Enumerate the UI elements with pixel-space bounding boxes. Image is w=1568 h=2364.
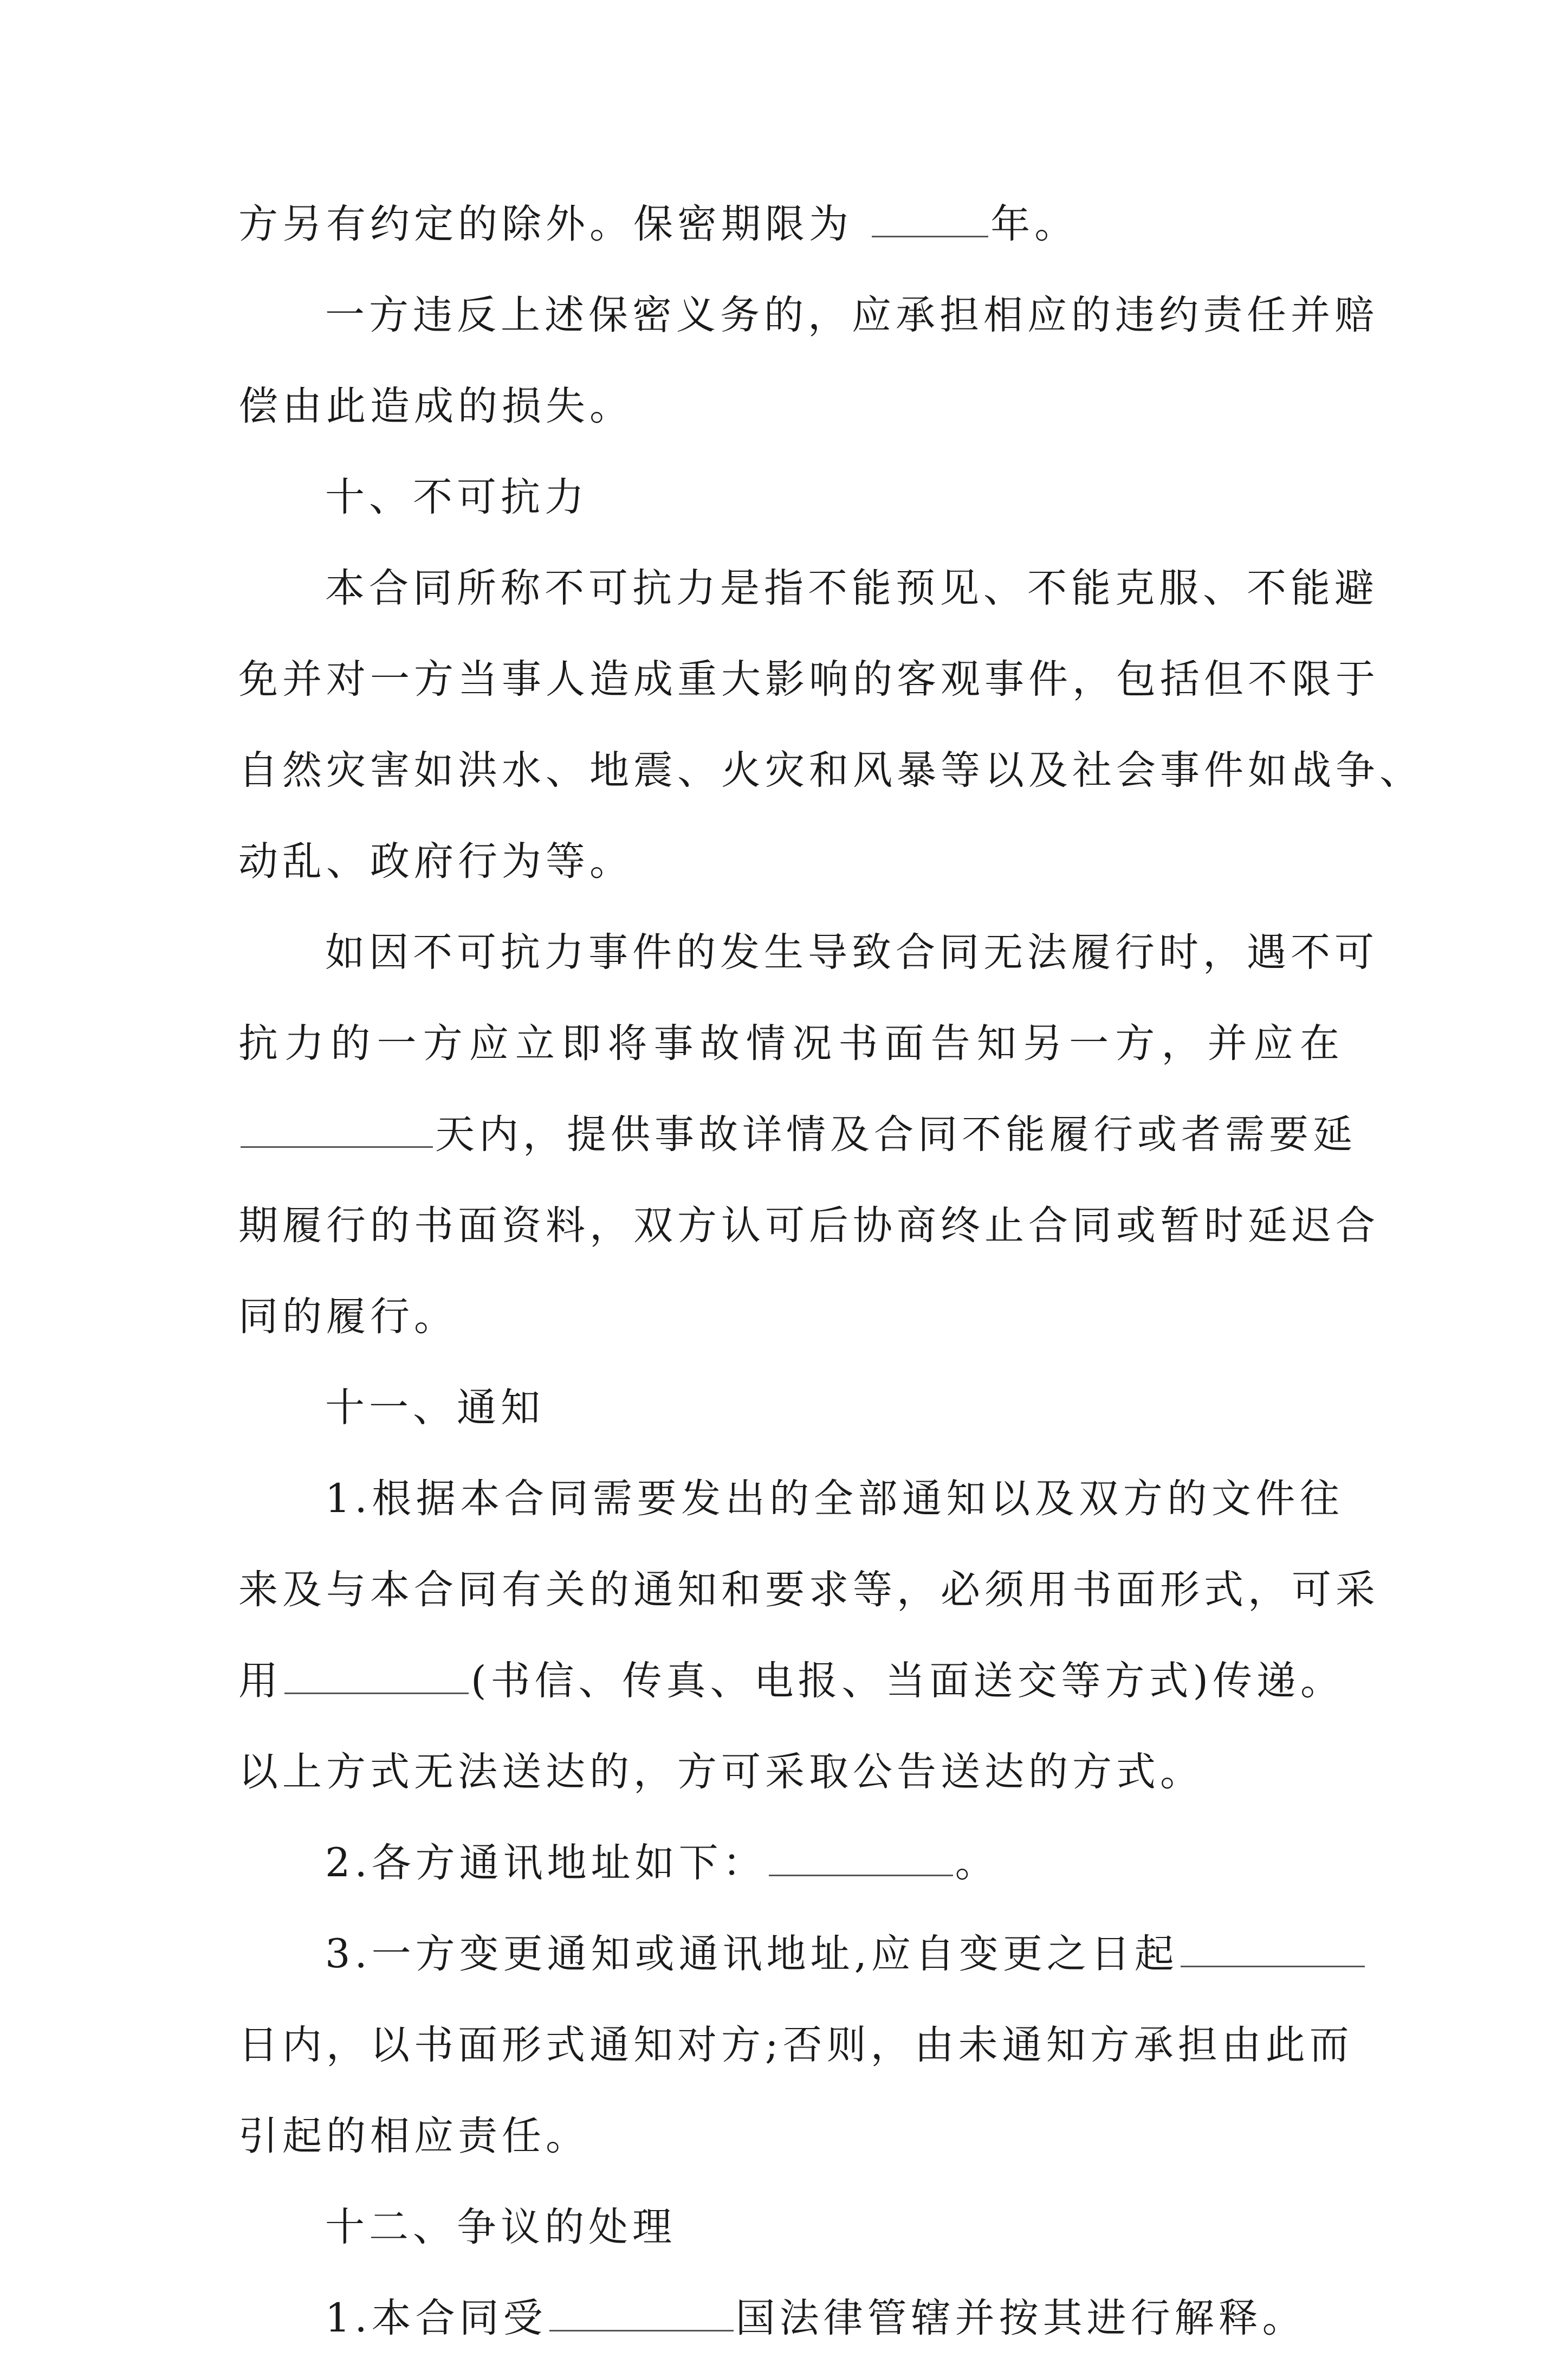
text-segment: 用 xyxy=(238,1658,282,1704)
text-line xyxy=(238,179,1344,270)
paragraph-line: 一方违反上述保密义务的，应承担相应的违约责任并赔 xyxy=(325,292,1378,338)
blank-field xyxy=(769,1832,953,1876)
paragraph-line: 如因不可抗力事件的发生导致合同无法履行时，遇不可 xyxy=(325,929,1378,976)
text-line: 期履行的书面资料，双方认可后协商终止合同或暂时延迟合 xyxy=(238,1203,1379,1249)
paragraph-line xyxy=(238,1818,1344,1909)
text-line: 免并对一方当事人造成重大影响的客观事件，包括但不限于 xyxy=(238,656,1379,702)
text-segment: 。 xyxy=(955,1840,999,1886)
text-line xyxy=(238,1089,1357,1180)
blank-field xyxy=(241,1104,433,1148)
section-heading: 十、不可抗力 xyxy=(325,474,588,520)
text-line xyxy=(238,1636,1344,1727)
text-line: 日内，以书面形式通知对方;否则，由未通知方承担由此而 xyxy=(238,2022,1353,2068)
blank-field xyxy=(872,193,988,237)
blank-field xyxy=(549,2288,734,2331)
text-line: 偿由此造成的损失。 xyxy=(238,383,633,429)
text-segment: 年。 xyxy=(990,201,1079,247)
blank-field xyxy=(284,1650,469,1694)
text-line: 自然灾害如洪水、地震、火灾和风暴等以及社会事件如战争、 xyxy=(238,747,1423,793)
section-heading: 十一、通知 xyxy=(325,1385,545,1431)
paragraph-line: 1.根据本合同需要发出的全部通知以及双方的文件往 xyxy=(325,1476,1344,1522)
text-segment: 天内，提供事故详情及合同不能履行或者需要延 xyxy=(435,1112,1357,1158)
text-segment: (书信、传真、电报、当面送交等方式)传递。 xyxy=(471,1658,1344,1704)
text-segment: 1.本合同受 xyxy=(325,2295,547,2341)
text-line: 以上方式无法送达的，方可采取公告送达的方式。 xyxy=(238,1749,1204,1795)
blank-field xyxy=(1181,1923,1365,1967)
text-segment: 国法律管辖并按其进行解释。 xyxy=(735,2295,1306,2341)
text-line: 抗力的一方应立即将事故情况书面告知另一方，并应在 xyxy=(238,1020,1344,1067)
text-line: 同的履行。 xyxy=(238,1294,458,1340)
text-line: 动乱、政府行为等。 xyxy=(238,838,633,884)
text-line: 来及与本合同有关的通知和要求等，必须用书面形式，可采 xyxy=(238,1567,1379,1613)
text-segment: 2.各方通讯地址如下： xyxy=(325,1840,767,1886)
text-line: 引起的相应责任。 xyxy=(238,2113,589,2159)
paragraph-line xyxy=(238,2273,1344,2364)
text-segment: 方另有约定的除外。保密期限为 xyxy=(238,201,853,247)
text-segment: 3.一方变更通知或通讯地址,应自变更之日起 xyxy=(325,1931,1178,1977)
paragraph-line xyxy=(238,1909,1344,2000)
paragraph-line: 本合同所称不可抗力是指不能预见、不能克服、不能避 xyxy=(325,565,1378,611)
document-page xyxy=(238,179,1423,2364)
section-heading: 十二、争议的处理 xyxy=(325,2204,676,2250)
